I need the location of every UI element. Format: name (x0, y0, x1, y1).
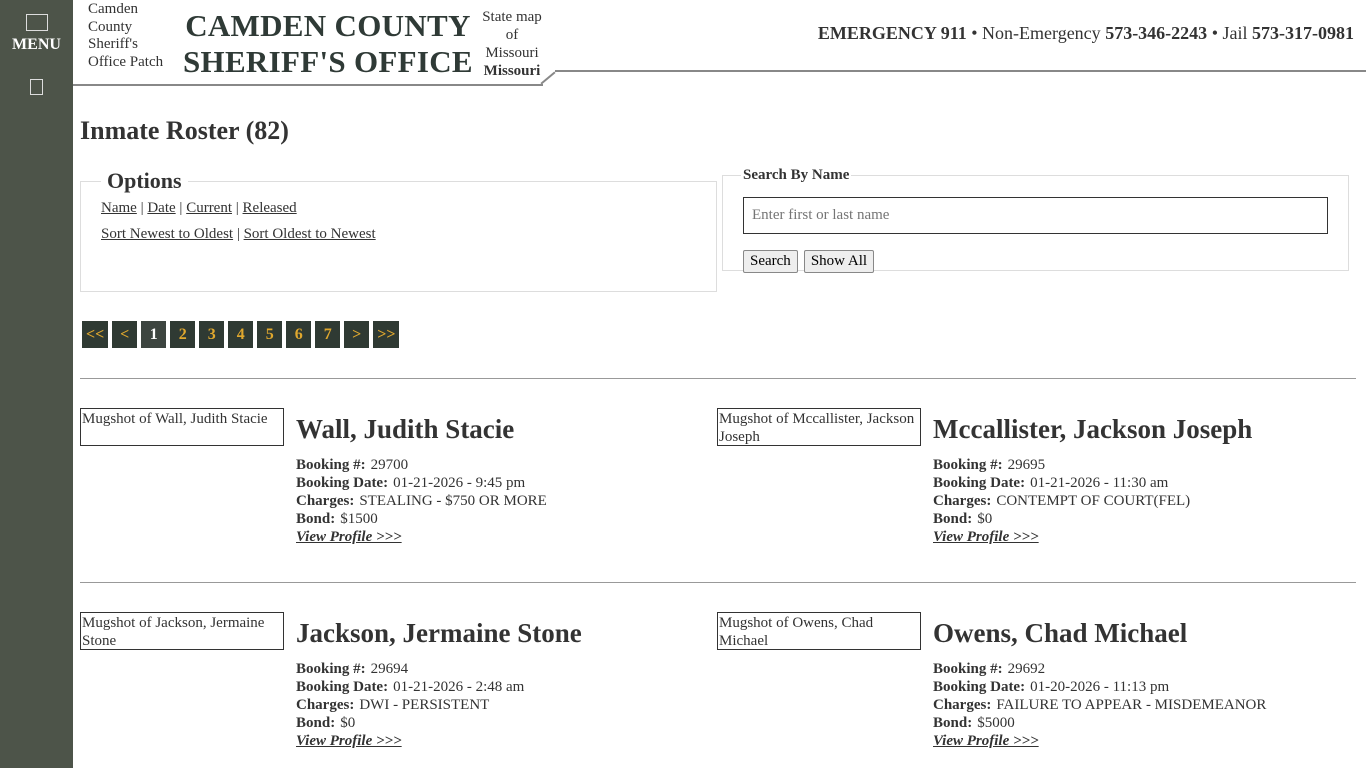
date-label: Booking Date: (296, 475, 389, 491)
search-panel (722, 167, 1349, 271)
header-divider (73, 84, 543, 86)
mugshot-image[interactable]: Mugshot of Wall, Judith Stacie (80, 408, 284, 446)
sort-by-links: Name | Date | Current | Released (101, 200, 297, 216)
divider (80, 378, 1356, 379)
nonemergency-phone[interactable]: 573-346-2243 (1105, 23, 1208, 43)
booking-date: 01-21-2026 - 11:30 am (1030, 475, 1169, 491)
booking-number: 29694 (370, 661, 409, 677)
bond: $1500 (340, 511, 378, 527)
search-toggle-icon[interactable] (30, 79, 43, 95)
booking-date: 01-20-2026 - 11:13 pm (1030, 679, 1170, 695)
view-profile-link[interactable]: View Profile >>> (933, 733, 1039, 749)
jail-phone[interactable]: 573-317-0981 (1252, 23, 1354, 43)
inmate-info (933, 456, 1190, 546)
booking-date: 01-21-2026 - 2:48 am (393, 679, 525, 695)
charges: DWI - PERSISTENT (359, 697, 490, 713)
inmate-card (717, 408, 1337, 558)
charges: CONTEMPT OF COURT(FEL) (996, 493, 1191, 509)
map-caption: Missouri (483, 63, 541, 79)
site-title[interactable] (183, 8, 473, 80)
sidebar (0, 0, 73, 768)
divider (80, 582, 1356, 583)
sort-oldest-link[interactable]: Sort Oldest to Newest (243, 226, 376, 242)
menu-button[interactable] (0, 14, 73, 54)
date-label: Booking Date: (933, 475, 1026, 491)
page-link[interactable]: >> (373, 321, 399, 348)
date-label: Booking Date: (933, 679, 1026, 695)
inmate-name: Jackson, Jermaine Stone (296, 618, 582, 648)
page-link[interactable]: > (344, 321, 369, 348)
inmate-info (933, 660, 1266, 750)
sort-name-link[interactable]: Name (101, 200, 137, 216)
sheriff-patch-logo[interactable]: Camden County Sheriff's Office Patch (88, 1, 164, 70)
charges: STEALING - $750 OR MORE (359, 493, 547, 509)
inmate-name: Owens, Chad Michael (933, 618, 1188, 648)
menu-icon (26, 14, 48, 31)
charges-label: Charges: (933, 697, 992, 713)
view-profile-link[interactable]: View Profile >>> (296, 733, 402, 749)
filter-released-link[interactable]: Released (242, 200, 297, 216)
view-profile-link[interactable]: View Profile >>> (296, 529, 402, 545)
nonemergency-label: Non-Emergency (982, 23, 1101, 43)
date-label: Booking Date: (296, 679, 389, 695)
charges: FAILURE TO APPEAR - MISDEMEANOR (996, 697, 1267, 713)
booking-label: Booking #: (933, 661, 1003, 677)
search-legend: Search By Name (743, 167, 850, 183)
booking-date: 01-21-2026 - 9:45 pm (393, 475, 526, 491)
bond-label: Bond: (296, 511, 336, 527)
page-link[interactable]: 3 (199, 321, 224, 348)
inmate-name: Wall, Judith Stacie (296, 414, 515, 444)
emergency-number[interactable]: EMERGENCY 911 (817, 23, 967, 43)
inmate-info (296, 456, 547, 546)
sort-order-links: Sort Newest to Oldest | Sort Oldest to Newest (101, 226, 376, 242)
jail-label: Jail (1222, 23, 1248, 43)
missouri-map (481, 8, 543, 80)
mugshot-image[interactable]: Mugshot of Owens, Chad Michael (717, 612, 921, 650)
booking-label: Booking #: (296, 661, 366, 677)
bond: $0 (977, 511, 993, 527)
inmate-info (296, 660, 524, 750)
search-button[interactable]: Search (743, 250, 798, 273)
menu-label: MENU (12, 36, 61, 53)
page-link[interactable]: 6 (286, 321, 311, 348)
pagination (82, 321, 399, 348)
options-panel (80, 168, 717, 292)
options-legend: Options (107, 168, 182, 193)
sort-newest-link[interactable]: Sort Newest to Oldest (101, 226, 234, 242)
inmate-card (80, 408, 700, 558)
bond-label: Bond: (933, 511, 973, 527)
mugshot-image[interactable]: Mugshot of Mccallister, Jackson Joseph (717, 408, 921, 446)
page-link[interactable]: 1 (141, 321, 166, 348)
page-link[interactable]: < (112, 321, 137, 348)
mugshot-image[interactable]: Mugshot of Jackson, Jermaine Stone (80, 612, 284, 650)
page-link[interactable]: << (82, 321, 108, 348)
page-link[interactable]: 5 (257, 321, 282, 348)
separator: • (971, 23, 978, 43)
charges-label: Charges: (296, 697, 355, 713)
booking-number: 29695 (1007, 457, 1046, 473)
inmate-name: Mccallister, Jackson Joseph (933, 414, 1253, 444)
sort-date-link[interactable]: Date (147, 200, 176, 216)
show-all-button[interactable]: Show All (804, 250, 874, 273)
header-divider (555, 70, 1366, 72)
bond: $5000 (977, 715, 1015, 731)
inmate-card (80, 612, 700, 762)
booking-label: Booking #: (296, 457, 366, 473)
page-link[interactable]: 7 (315, 321, 340, 348)
booking-label: Booking #: (933, 457, 1003, 473)
contact-numbers (818, 23, 1354, 44)
bond-label: Bond: (933, 715, 973, 731)
bond: $0 (340, 715, 356, 731)
booking-number: 29692 (1007, 661, 1046, 677)
filter-current-link[interactable]: Current (186, 200, 233, 216)
charges-label: Charges: (296, 493, 355, 509)
view-profile-link[interactable]: View Profile >>> (933, 529, 1039, 545)
booking-number: 29700 (370, 457, 409, 473)
page-link[interactable]: 2 (170, 321, 195, 348)
inmate-card (717, 612, 1337, 762)
title-line-1: CAMDEN COUNTY (185, 8, 471, 43)
bond-label: Bond: (296, 715, 336, 731)
separator: • (1211, 23, 1218, 43)
name-search-input[interactable] (743, 197, 1328, 234)
header (73, 0, 1366, 86)
map-alt: State map of Missouri (482, 9, 542, 61)
page-link[interactable]: 4 (228, 321, 253, 348)
page-title: Inmate Roster (82) (80, 116, 289, 145)
title-line-2: SHERIFF'S OFFICE (183, 44, 473, 79)
charges-label: Charges: (933, 493, 992, 509)
